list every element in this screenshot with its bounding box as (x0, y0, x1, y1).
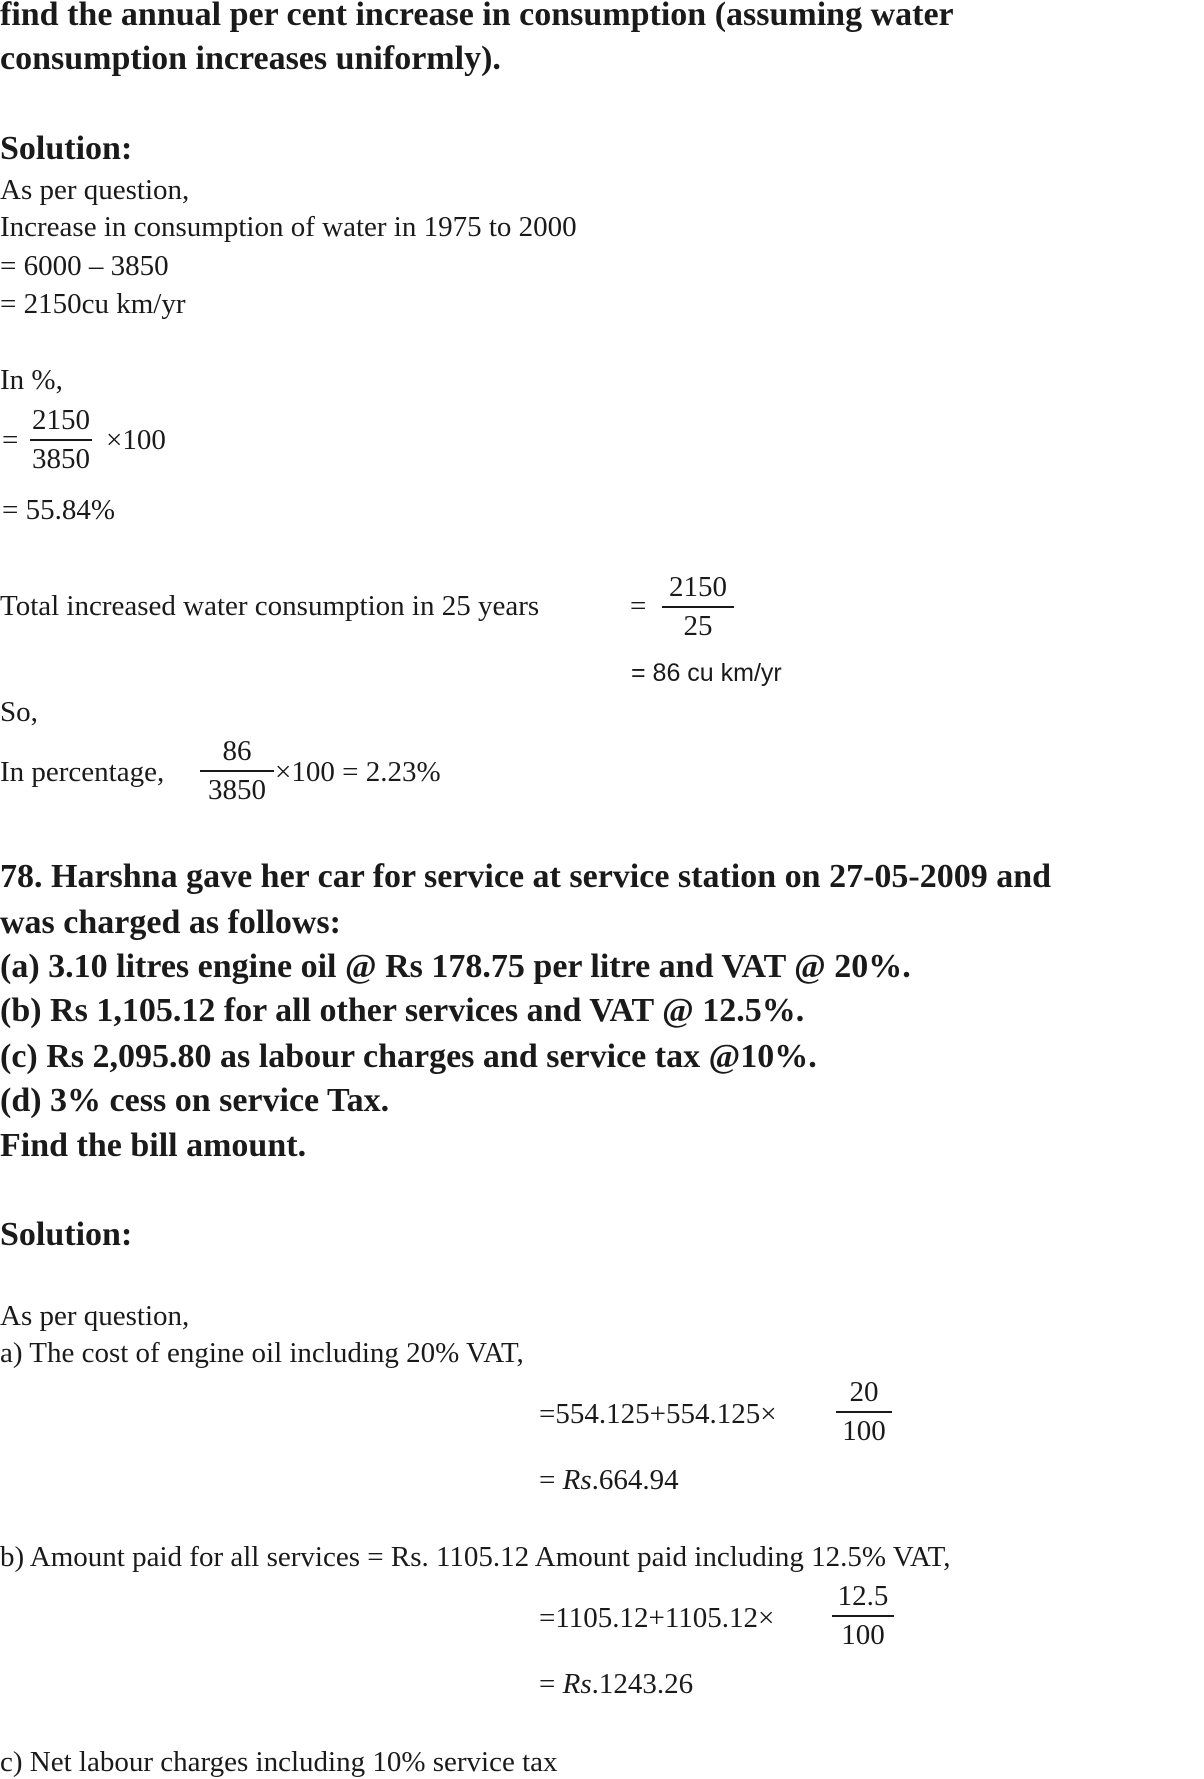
result-line: ×100 = 2.23% (275, 756, 441, 788)
result-value: .664.94 (591, 1464, 679, 1496)
text-line: a) The cost of engine oil including 20% VAT, (0, 1337, 524, 1369)
question-line: (b) Rs 1,105.12 for all other services and VAT @ 12.5%. (0, 992, 805, 1029)
question-line: consumption increases uniformly). (0, 40, 501, 77)
question-line: was charged as follows: (0, 904, 341, 941)
question-line: (c) Rs 2,095.80 as labour charges and service tax @10%. (0, 1038, 817, 1075)
fraction (834, 1582, 892, 1650)
equals-sign: = (2, 424, 19, 456)
result-line: = 55.84% (2, 494, 116, 526)
multiplier: ×100 (106, 424, 166, 456)
denominator: 3850 (30, 439, 92, 474)
text-line: So, (0, 696, 38, 728)
currency: Rs (562, 1668, 592, 1700)
fraction (838, 1378, 890, 1446)
fraction (30, 406, 92, 474)
text-line: In %, (0, 364, 63, 396)
result-line: = 86 cu km/yr (631, 659, 782, 687)
result-value: .1243.26 (591, 1668, 694, 1700)
currency: Rs (562, 1464, 592, 1496)
question-line: (d) 3% cess on service Tax. (0, 1082, 390, 1119)
result-prefix: = (539, 1464, 563, 1496)
numerator: 86 (222, 735, 252, 767)
denominator: 25 (662, 606, 734, 641)
result-line (539, 1466, 679, 1495)
text-line: Increase in consumption of water in 1975 to 2000 (0, 211, 577, 243)
numerator: 20 (849, 1376, 879, 1408)
fraction (202, 737, 272, 805)
solution-heading: Solution: (0, 1216, 133, 1253)
question-line: Find the bill amount. (0, 1127, 307, 1164)
denominator: 100 (836, 1411, 892, 1446)
text-line: In percentage, (0, 756, 165, 788)
numerator: 12.5 (837, 1580, 889, 1612)
equals-sign: = (630, 590, 647, 622)
text-line: Total increased water consumption in 25 years (0, 590, 540, 622)
text-line: As per question, (0, 1300, 190, 1332)
numerator: 2150 (32, 404, 90, 436)
text-line: = 2150cu km/yr (0, 288, 186, 320)
question-line: (a) 3.10 litres engine oil @ Rs 178.75 per litre and VAT @ 20%. (0, 948, 911, 985)
numerator: 2150 (669, 571, 727, 603)
expression: =554.125+554.125× (539, 1398, 777, 1430)
text-line: c) Net labour charges including 10% service tax (0, 1746, 558, 1778)
expression: =1105.12+1105.12× (539, 1602, 775, 1634)
result-prefix: = (539, 1668, 563, 1700)
result-line (539, 1670, 693, 1699)
text-line: = 6000 – 3850 (0, 250, 169, 282)
text-line: b) Amount paid for all services = Rs. 1105.12 Amount paid including 12.5% VAT, (0, 1541, 951, 1573)
solution-heading: Solution: (0, 130, 133, 167)
denominator: 3850 (200, 770, 274, 805)
fraction (664, 573, 732, 641)
question-line: 78. Harshna gave her car for service at service station on 27-05-2009 and (0, 858, 1052, 895)
denominator: 100 (832, 1615, 894, 1650)
question-line: find the annual per cent increase in consumption (assuming water (0, 0, 954, 33)
text-line: As per question, (0, 174, 190, 206)
